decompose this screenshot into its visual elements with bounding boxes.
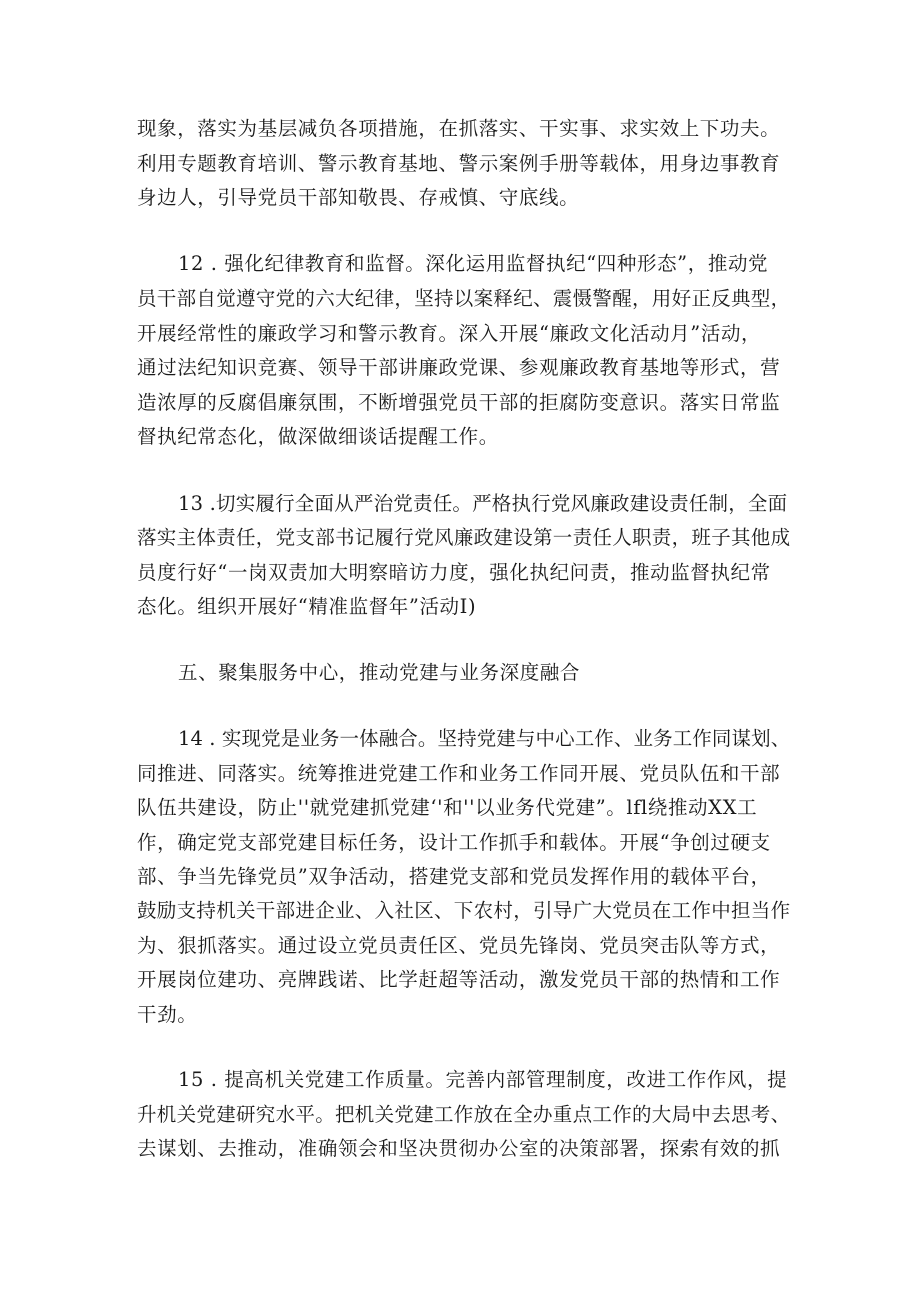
text-line: 通过法纪知识竞赛、领导干部讲廉政党课、参观廉政教育基地等形式，营 — [137, 356, 781, 379]
text-line: 态化。组织开展好“精准监督年”活动I) — [137, 595, 477, 618]
text-line: 干劲。 — [137, 1003, 198, 1026]
text-line: 队伍共建设，防止''就党建抓党建‘'和''以业务代党建”。lfl绕推动XX工 — [137, 796, 758, 819]
text-line: 督执纪常态化，做深做细谈话提醒工作。 — [137, 425, 499, 448]
text-line: 升机关党建研究水平。把机关党建工作放在全办重点工作的大局中去思考、 — [137, 1103, 791, 1126]
text-line: 去谋划、去推动，准确领会和坚决贯彻办公室的决策部署，探索有效的抓 — [137, 1137, 781, 1160]
section-heading: 五、聚集服务中心，推动党建与业务深度融合 — [178, 661, 581, 684]
paragraph-13-start: 13 .切实履行全面从严治党责任。严格执行党风廉政建设责任制，全面 — [178, 492, 788, 515]
text-line: 身边人，引导党员干部知敬畏、存戒慎、守底线。 — [137, 186, 580, 209]
text-line: 为、狠抓落实。通过设立党员责任区、党员先锋岗、党员突击队等方式， — [137, 934, 781, 957]
text-line: 同推进、同落实。统筹推进党建工作和业务工作同开展、党员队伍和干部 — [137, 762, 781, 785]
text-line: 造浓厚的反腐倡廉氛围，不断增强党员干部的拒腐防变意识。落实日常监 — [137, 391, 781, 414]
text-line: 作，确定党支部党建目标任务，设计工作抓手和载体。开展“争创过硬支 — [137, 831, 771, 854]
text-line: 现象，落实为基层减负各项措施，在抓落实、干实事、求实效上下功夫。 — [137, 117, 781, 140]
text-line: 利用专题教育培训、警示教育基地、警示案例手册等载体，用身边事教育 — [137, 152, 781, 175]
paragraph-12-start: 12 . 强化纪律教育和监督。深化运用监督执纪“四种形态”，推动党 — [178, 252, 769, 275]
paragraph-15-start: 15 . 提高机关党建工作质量。完善内部管理制度，改进工作作风，提 — [178, 1068, 788, 1091]
text-line: 落实主体责任，党支部书记履行党风廉政建设第一责任人职责，班子其他成 — [137, 526, 791, 549]
text-line: 开展岗位建功、亮牌践诺、比学赶超等活动，激发党员干部的热情和工作 — [137, 968, 781, 991]
text-line: 部、争当先锋党员”双争活动，搭建党支部和党员发挥作用的载体平台， — [137, 865, 771, 888]
text-line: 鼓励支持机关干部进企业、入社区、下农村，引导广大党员在工作中担当作 — [137, 899, 791, 922]
text-line: 员度行好“一岗双责加大明察暗访力度，强化执纪问责，推动监督执纪常 — [137, 561, 771, 584]
paragraph-14-start: 14 . 实现党是业务一体融合。坚持党建与中心工作、业务工作同谋划、 — [178, 727, 791, 750]
text-line: 员干部自觉遵守党的六大纪律，坚持以案释纪、震慑警醒，用好正反典型， — [137, 287, 791, 310]
text-line: 开展经常性的廉政学习和警示教育。深入开展“廉政文化活动月”活动， — [137, 322, 762, 345]
